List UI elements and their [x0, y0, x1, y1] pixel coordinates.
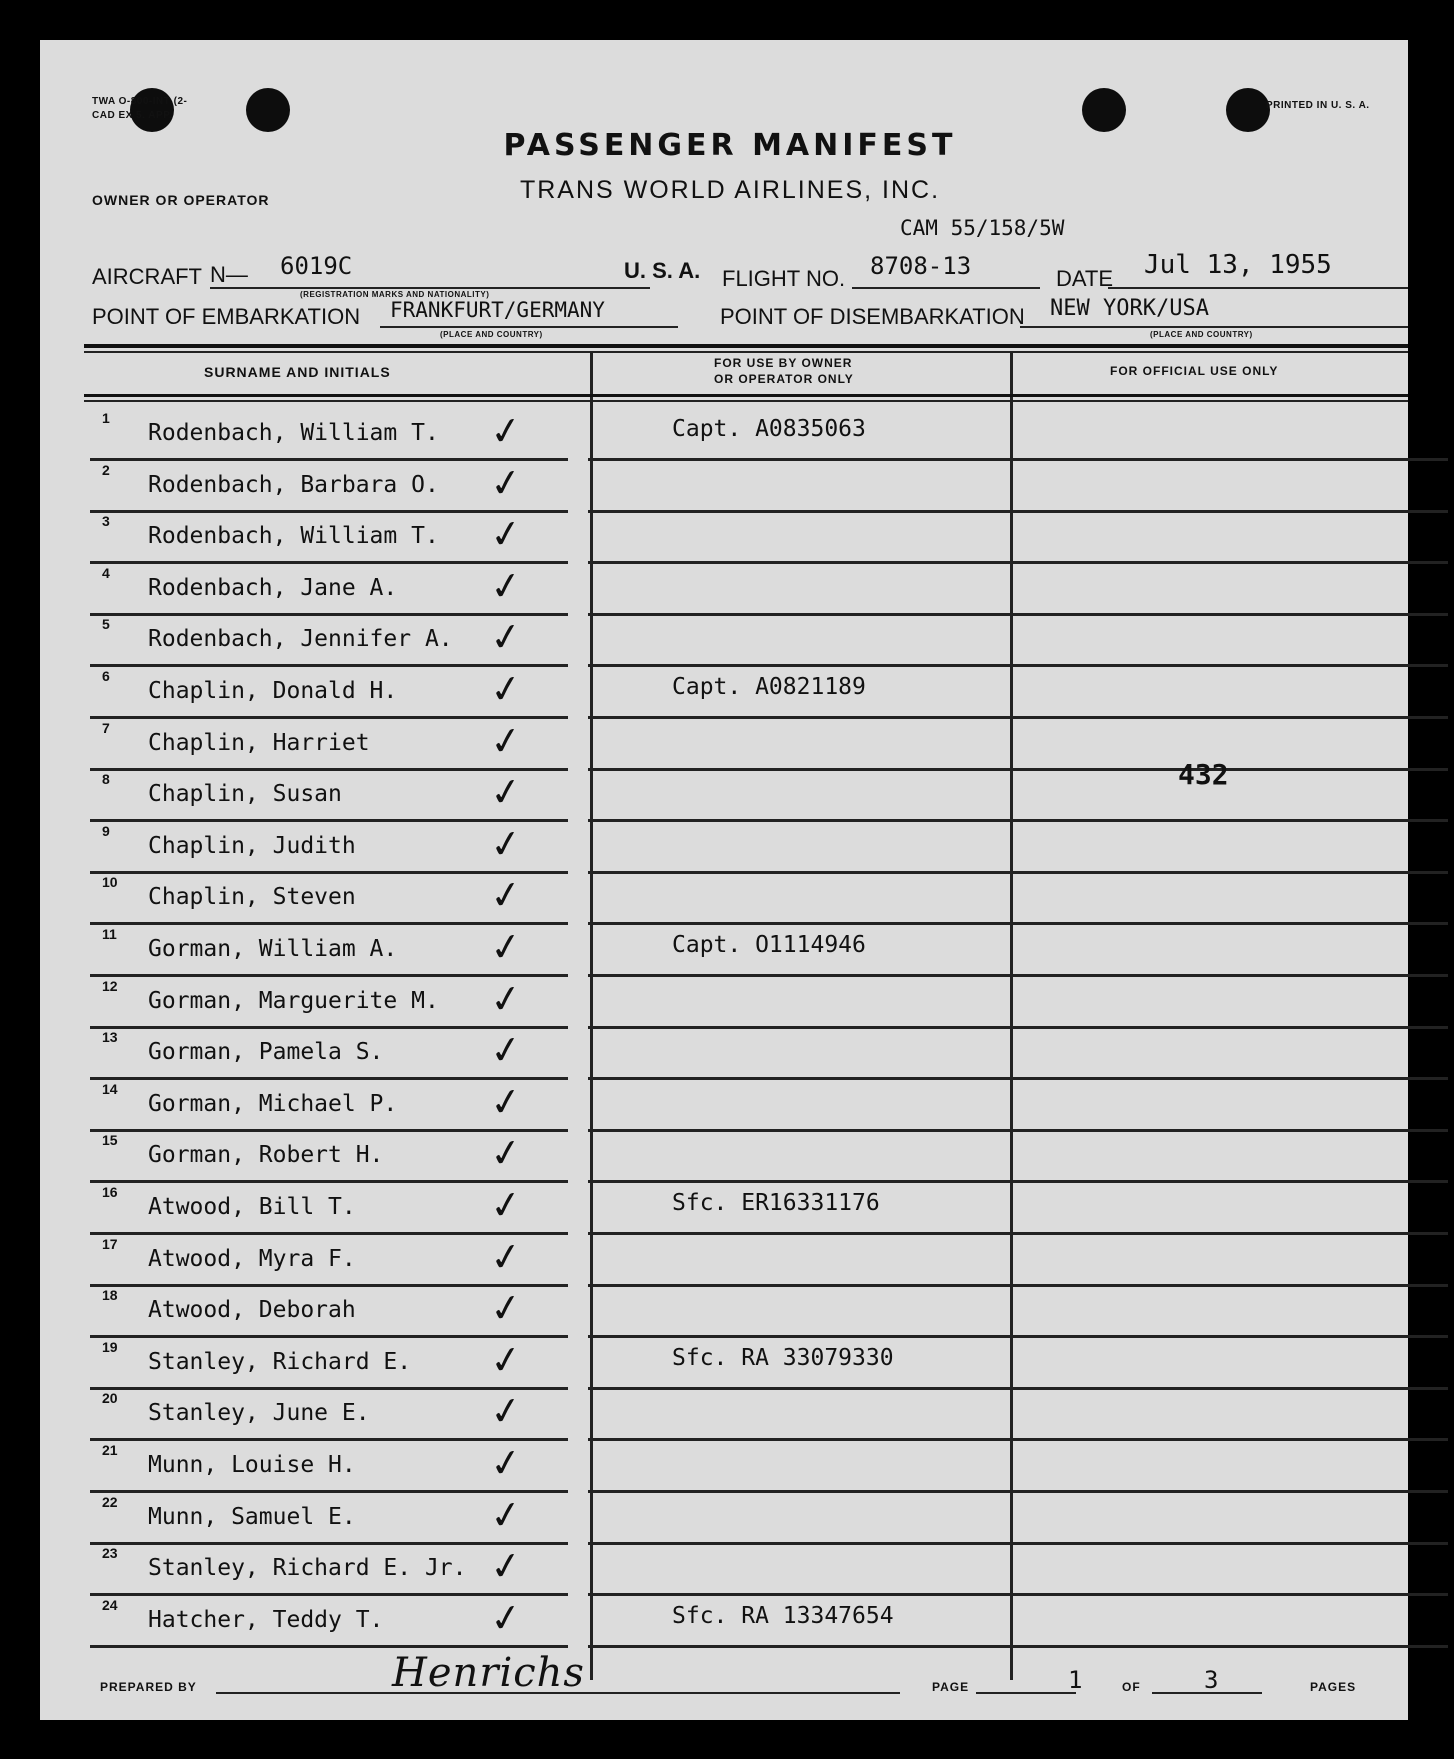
checkmark-icon: ✓ [487, 974, 525, 1023]
row-number: 17 [102, 1235, 118, 1252]
row-number: 22 [102, 1493, 118, 1510]
passenger-name: Hatcher, Teddy T. [148, 1606, 384, 1633]
row-number: 11 [102, 926, 117, 942]
form-title: PASSENGER MANIFEST [503, 128, 957, 163]
checkmark-icon: ✓ [487, 1387, 525, 1436]
table-row [90, 1595, 1454, 1646]
checkmark-icon: ✓ [487, 561, 525, 610]
row-number: 1 [102, 410, 110, 426]
checkmark-icon: ✓ [487, 1232, 525, 1281]
passenger-name: Rodenbach, William T. [148, 420, 439, 446]
passenger-name: Chaplin, Steven [148, 884, 356, 911]
form-code-line2: CAD EX 5. APP. [92, 110, 173, 121]
passenger-name: Stanley, Richard E. [148, 1348, 412, 1375]
row-number: 2 [102, 461, 110, 478]
official-column-header: FOR OFFICIAL USE ONLY [1110, 364, 1279, 378]
printed-in-note: PRINTED IN U. S. A. [1266, 100, 1370, 111]
owner-operator-label: OWNER OR OPERATOR [92, 192, 270, 208]
checkmark-icon: ✓ [487, 458, 525, 507]
punch-hole-right-2 [1226, 88, 1270, 132]
punch-hole-left-2 [246, 88, 290, 132]
punch-hole-right [1082, 88, 1126, 132]
pages-label: PAGES [1310, 1680, 1357, 1694]
military-id: Capt. O1114946 [672, 932, 866, 958]
row-number: 19 [102, 1338, 118, 1355]
checkmark-icon: ✓ [487, 406, 525, 456]
aircraft-label: AIRCRAFT [92, 264, 202, 289]
embarkation-label: POINT OF EMBARKATION [92, 304, 361, 329]
checkmark-icon: ✓ [487, 922, 525, 972]
military-id: Capt. A0835063 [672, 416, 866, 442]
table-row [90, 1079, 1454, 1130]
row-number: 21 [102, 1442, 118, 1458]
passenger-name: Gorman, Pamela S. [148, 1039, 384, 1066]
table-top-rule-2 [84, 351, 1408, 353]
table-row [90, 1027, 1454, 1078]
aircraft-registration: 6019C [280, 252, 353, 280]
passenger-name: Chaplin, Harriet [148, 729, 370, 756]
flight-rule [852, 287, 1040, 289]
passenger-name: Gorman, Michael P. [148, 1090, 398, 1117]
header-bottom-rule-2 [84, 400, 1408, 402]
checkmark-icon: ✓ [487, 1438, 525, 1488]
checkmark-icon: ✓ [487, 1180, 525, 1230]
checkmark-icon: ✓ [487, 1490, 525, 1539]
passenger-name: Chaplin, Donald H. [148, 678, 398, 704]
table-row [90, 1285, 1454, 1336]
row-number: 7 [102, 719, 110, 736]
row-number: 18 [102, 1287, 118, 1304]
checkmark-icon: ✓ [487, 1026, 525, 1075]
preparer-signature: Henrichs [392, 1650, 585, 1696]
header-bottom-rule [84, 394, 1408, 397]
embarkation-value: FRANKFURT/GERMANY [390, 298, 605, 322]
passenger-name: Atwood, Deborah [148, 1297, 356, 1324]
table-row [90, 614, 1454, 665]
passenger-name: Gorman, William A. [148, 936, 398, 962]
flight-number: 8708-13 [870, 252, 972, 280]
checkmark-icon: ✓ [487, 1593, 525, 1642]
checkmark-icon: ✓ [487, 768, 525, 817]
table-row [90, 563, 1454, 614]
table-row [90, 924, 1454, 975]
table-row [90, 769, 1454, 820]
row-number: 3 [102, 513, 110, 530]
table-row [90, 666, 1454, 717]
date-rule [1108, 287, 1408, 289]
total-pages: 3 [1204, 1666, 1219, 1694]
owner-column-header-2: OR OPERATOR ONLY [714, 372, 854, 386]
aircraft-rule [210, 287, 650, 289]
official-note: 432 [1178, 758, 1229, 791]
surname-column-header: SURNAME AND INITIALS [204, 364, 391, 380]
passenger-name: Atwood, Bill T. [148, 1194, 356, 1220]
page-label: PAGE [932, 1680, 970, 1694]
passenger-name: Stanley, Richard E. Jr. [148, 1555, 467, 1582]
row-number: 20 [102, 1390, 118, 1407]
row-number: 4 [102, 564, 110, 581]
row-number: 5 [102, 616, 110, 633]
manifest-page [40, 40, 1408, 1720]
row-number: 24 [102, 1596, 118, 1613]
disembarkation-value: NEW YORK/USA [1050, 296, 1209, 321]
row-number: 14 [102, 1080, 118, 1097]
disembark-place-note: (PLACE AND COUNTRY) [1150, 330, 1253, 339]
passenger-name: Munn, Samuel E. [148, 1503, 356, 1530]
checkmark-icon: ✓ [487, 613, 525, 662]
row-number: 23 [102, 1545, 118, 1562]
passenger-name: Gorman, Marguerite M. [148, 987, 439, 1014]
checkmark-icon: ✓ [487, 819, 525, 868]
checkmark-icon: ✓ [487, 1077, 525, 1126]
owner-column-header-1: FOR USE BY OWNER [714, 356, 853, 370]
table-row [90, 1543, 1454, 1594]
row-rule [588, 1645, 1448, 1648]
table-row [90, 1492, 1454, 1543]
checkmark-icon: ✓ [487, 1129, 525, 1178]
disembarkation-label: POINT OF DISEMBARKATION [720, 304, 1025, 329]
table-row [90, 1337, 1454, 1388]
passenger-name: Gorman, Robert H. [148, 1142, 384, 1169]
table-top-rule [84, 344, 1408, 348]
row-number: 8 [102, 771, 110, 788]
row-number: 9 [102, 822, 110, 839]
passenger-name: Atwood, Myra F. [148, 1245, 356, 1272]
registration-note: (REGISTRATION MARKS AND NATIONALITY) [300, 290, 490, 299]
checkmark-icon: ✓ [487, 664, 525, 714]
table-row [90, 976, 1454, 1027]
military-id: Sfc. ER16331176 [672, 1190, 880, 1216]
page-number: 1 [1068, 1666, 1083, 1694]
table-row [90, 1182, 1454, 1233]
aircraft-prefix: N— [210, 262, 248, 287]
airline-name: TRANS WORLD AIRLINES, INC. [519, 176, 941, 204]
row-number: 16 [102, 1184, 118, 1200]
checkmark-icon: ✓ [487, 716, 525, 765]
flight-date: Jul 13, 1955 [1144, 250, 1332, 280]
passenger-name: Rodenbach, William T. [148, 523, 439, 550]
passenger-name: Stanley, June E. [148, 1400, 370, 1427]
page-rule [976, 1692, 1076, 1694]
passenger-name: Rodenbach, Jennifer A. [148, 626, 453, 653]
row-rule [90, 1645, 568, 1648]
military-id: Capt. A0821189 [672, 674, 866, 700]
of-label: OF [1122, 1680, 1141, 1694]
row-number: 15 [102, 1132, 118, 1149]
embarkation-rule [380, 326, 678, 328]
row-number: 10 [102, 874, 118, 891]
row-number: 13 [102, 1029, 118, 1046]
checkmark-icon: ✓ [487, 871, 525, 920]
table-row [90, 460, 1454, 511]
table-row [90, 821, 1454, 872]
military-id: Sfc. RA 13347654 [672, 1602, 894, 1629]
flight-number-label: FLIGHT NO. [722, 266, 846, 291]
checkmark-icon: ✓ [487, 1542, 525, 1591]
form-code-line1: TWA O-800-INT (2- [92, 96, 188, 107]
checkmark-icon: ✓ [487, 1335, 525, 1384]
table-row [90, 408, 1454, 459]
table-row [90, 1130, 1454, 1181]
prepared-by-label: PREPARED BY [100, 1680, 197, 1694]
military-id: Sfc. RA 33079330 [672, 1344, 894, 1371]
date-label: DATE [1056, 266, 1114, 291]
checkmark-icon: ✓ [487, 1284, 525, 1333]
row-number: 6 [102, 668, 110, 684]
table-row [90, 511, 1454, 562]
table-row [90, 1440, 1454, 1491]
row-number: 12 [102, 977, 118, 994]
embark-place-note: (PLACE AND COUNTRY) [440, 330, 543, 339]
passenger-name: Rodenbach, Barbara O. [148, 471, 439, 498]
table-row [90, 1234, 1454, 1285]
disembarkation-rule [1020, 326, 1408, 328]
passenger-name: Chaplin, Judith [148, 832, 356, 859]
table-row [90, 718, 1454, 769]
table-row [90, 1388, 1454, 1439]
cam-reference: CAM 55/158/5W [900, 216, 1065, 240]
passenger-name: Rodenbach, Jane A. [148, 574, 398, 601]
usa-label: U. S. A. [624, 258, 701, 283]
passenger-name: Munn, Louise H. [148, 1452, 356, 1478]
passenger-name: Chaplin, Susan [148, 781, 342, 808]
checkmark-icon: ✓ [487, 510, 525, 559]
table-row [90, 872, 1454, 923]
